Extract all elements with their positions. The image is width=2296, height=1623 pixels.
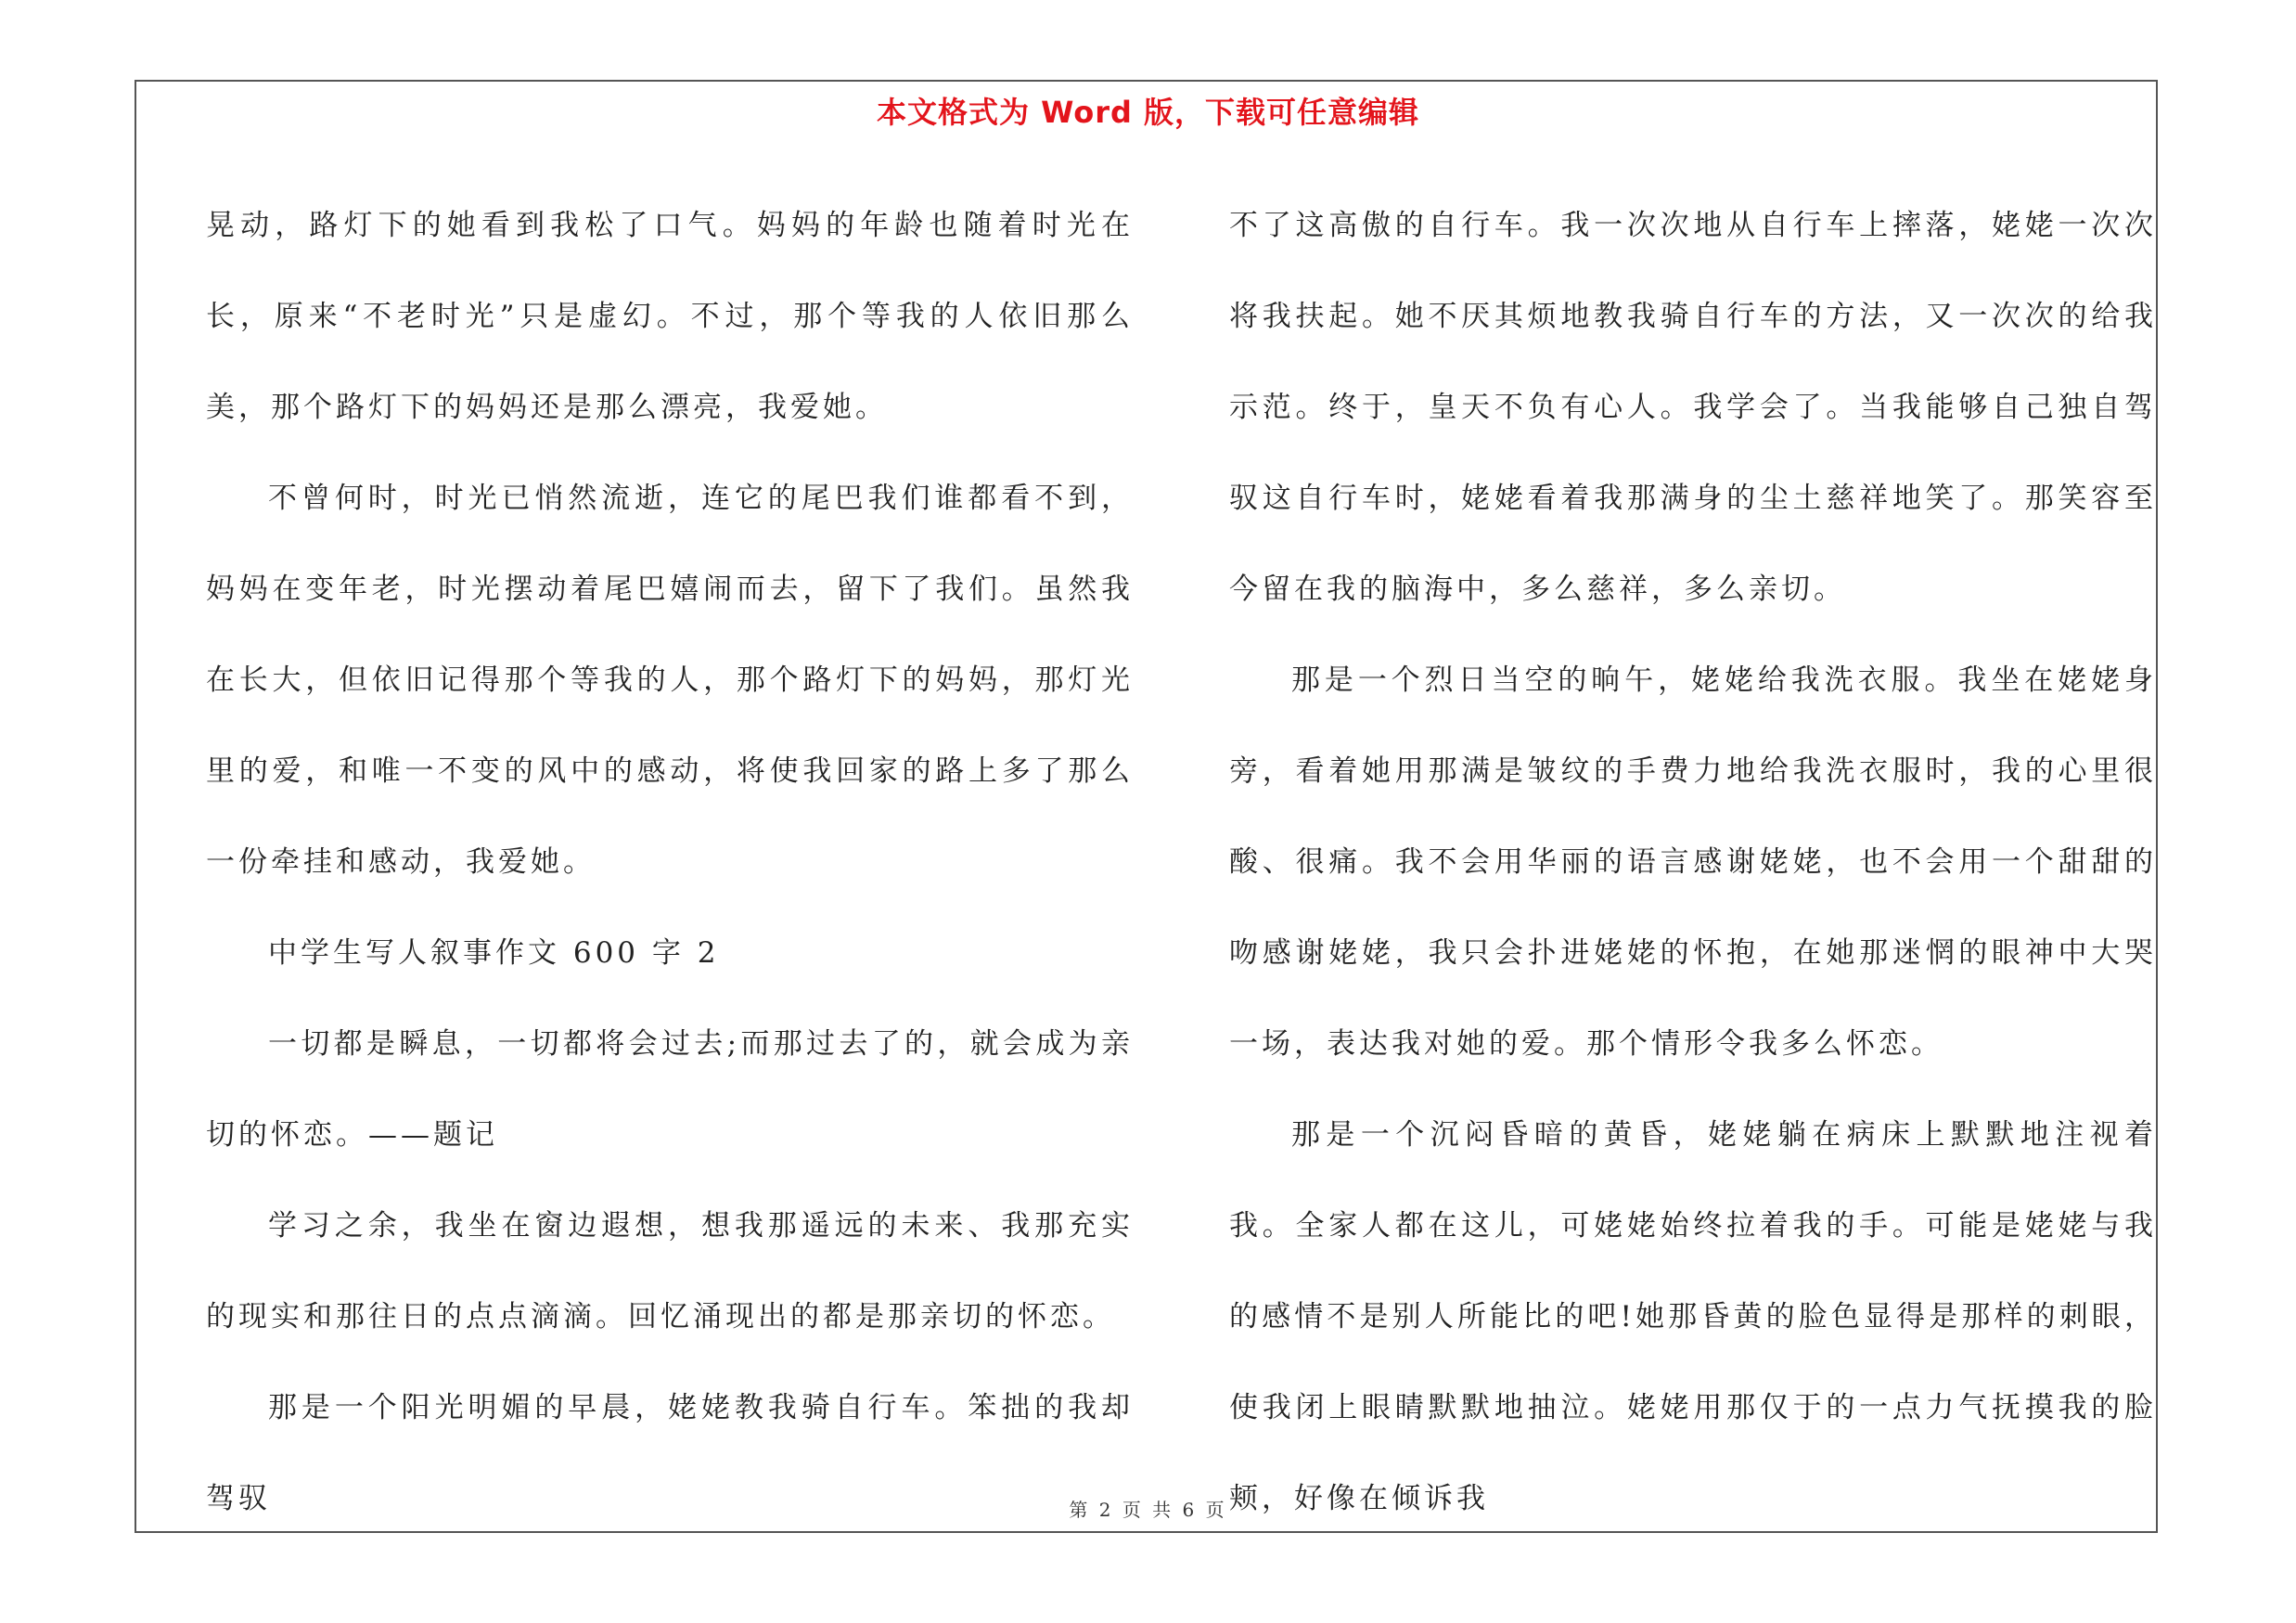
right-text-column [1229,180,2157,1544]
paragraph: 那是一个沉闷昏暗的黄昏，姥姥躺在病床上默默地注视着我。全家人都在这儿，可姥姥始终拉着我的手。可能是姥姥与我的感情不是别人所能比的吧!她那昏黄的脸色显得是那样的刺眼，使我闭上眼睛默默地抽泣。姥姥用那仅于的一点力气抚摸我的脸颊，好像在倾诉我 [1229,1118,2157,1515]
paragraph: 那是一个烈日当空的晌午，姥姥给我洗衣服。我坐在姥姥身旁，看着她用那满是皱纹的手费力地给我洗衣服时，我的心里很酸、很痛。我不会用华丽的语言感谢姥姥，也不会用一个甜甜的吻感谢姥姥，我只会扑进姥姥的怀抱，在她那迷惘的眼神中大哭一场，表达我对她的爱。那个情形令我多么怀恋。 [1229,663,2157,1061]
word-format-banner: 本文格式为 Word 版，下载可任意编辑 [876,95,1420,130]
epigraph: 一切都是瞬息，一切都将会过去;而那过去了的，就会成为亲切的怀恋。——题记 [206,1027,1134,1152]
paragraph: 学习之余，我坐在窗边遐想，想我那遥远的未来、我那充实的现实和那往日的点点滴滴。回忆涌现出的都是那亲切的怀恋。 [206,1209,1134,1333]
page-number-footer: 第 2 页 共 6 页 [1069,1499,1227,1521]
essay-subtitle: 中学生写人叙事作文 600 字 2 [268,936,720,970]
left-text-column [206,180,1134,1544]
paragraph: 那是一个阳光明媚的早晨，姥姥教我骑自行车。笨拙的我却驾驭 [206,1391,1134,1515]
paragraph: 不曾何时，时光已悄然流逝，连它的尾巴我们谁都看不到，妈妈在变年老，时光摆动着尾巴嬉闹而去，留下了我们。虽然我在长大，但依旧记得那个等我的人，那个路灯下的妈妈，那灯光里的爱，和唯一不变的风中的感动，将使我回家的路上多了那么一份牵挂和感动，我爱她。 [206,482,1134,879]
paragraph-continuation: 晃动，路灯下的她看到我松了口气。妈妈的年龄也随着时光在长，原来“不老时光”只是虚幻。不过，那个等我的人依旧那么美，那个路灯下的妈妈还是那么漂亮，我爱她。 [206,209,1134,424]
paragraph-continuation: 不了这高傲的自行车。我一次次地从自行车上摔落，姥姥一次次将我扶起。她不厌其烦地教我骑自行车的方法，又一次次的给我示范。终于，皇天不负有心人。我学会了。当我能够自己独自驾驭这自行车时，姥姥看着我那满身的尘土慈祥地笑了。那笑容至今留在我的脑海中，多么慈祥，多么亲切。 [1229,209,2157,606]
